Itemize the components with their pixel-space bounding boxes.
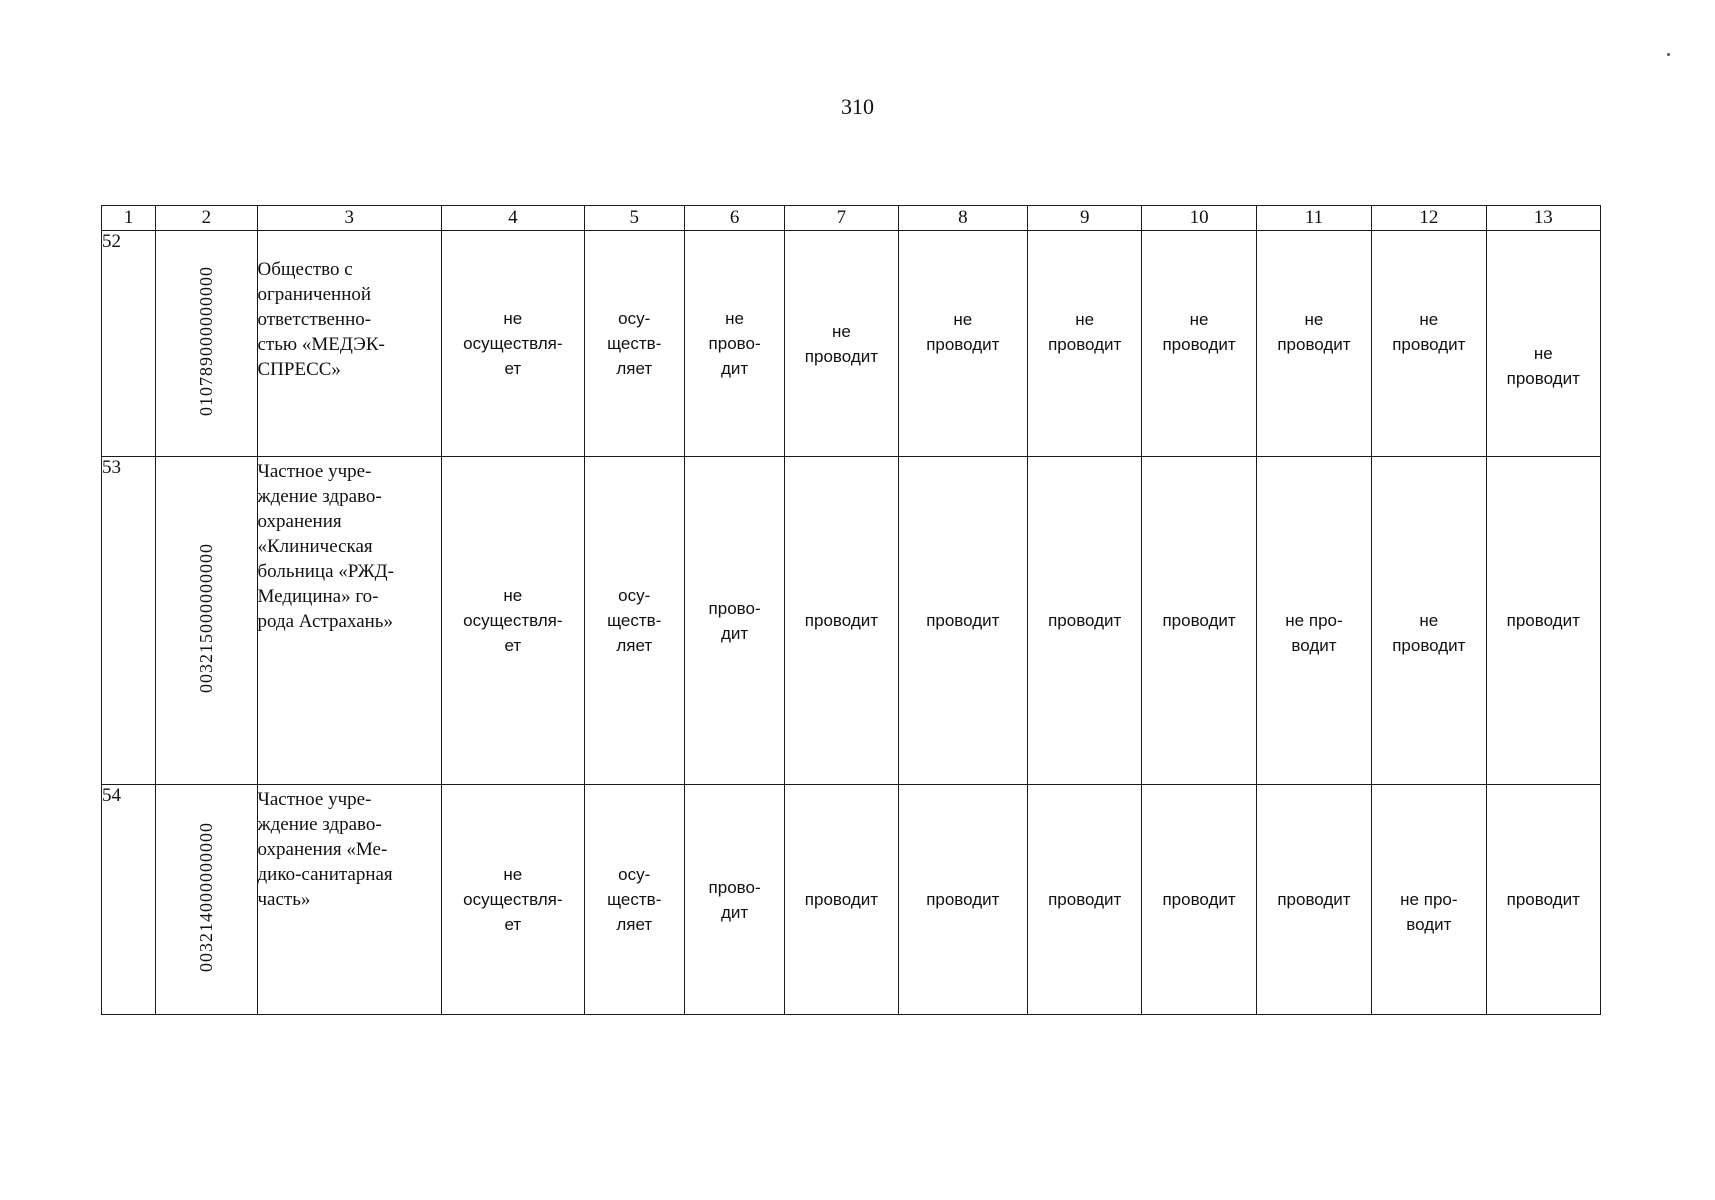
value-text: не осуществля- ет — [463, 586, 563, 655]
value-cell — [1486, 231, 1600, 457]
registry-code-cell — [156, 231, 257, 457]
value-text: проводит — [1162, 611, 1236, 630]
value-text: не проводит — [1162, 309, 1236, 354]
value-text: не осуществля- ет — [463, 865, 563, 934]
value-text: не проводит — [1277, 309, 1351, 354]
value-cell — [1256, 785, 1371, 1015]
registry-code: 003214000000000 — [195, 822, 216, 972]
value-text: проводит — [804, 611, 879, 630]
value-text: не проводит — [1392, 309, 1466, 354]
value-cell — [1372, 231, 1486, 457]
value-text: проводит — [1506, 890, 1580, 909]
column-header: 11 — [1256, 206, 1371, 231]
column-header: 12 — [1372, 206, 1486, 231]
value-cell — [684, 231, 784, 457]
value-cell — [442, 785, 584, 1015]
value-cell — [684, 457, 784, 785]
value-cell — [584, 231, 684, 457]
value-text: не проводит — [926, 309, 1000, 354]
column-header: 13 — [1486, 206, 1600, 231]
registry-code-cell — [156, 457, 257, 785]
value-text: проводит — [1162, 890, 1236, 909]
column-header: 10 — [1142, 206, 1256, 231]
value-cell — [684, 785, 784, 1015]
value-cell — [1028, 785, 1142, 1015]
value-text: не про- водит — [1285, 610, 1343, 655]
value-cell — [1486, 785, 1600, 1015]
column-header: 1 — [102, 206, 156, 231]
organization-name — [257, 457, 442, 785]
value-text: не прово- дит — [708, 309, 761, 378]
value-text: проводит — [804, 890, 879, 909]
organization-name — [257, 231, 442, 457]
value-text: проводит — [1506, 611, 1580, 630]
value-cell — [1142, 457, 1256, 785]
column-header: 5 — [584, 206, 684, 231]
column-header: 2 — [156, 206, 257, 231]
value-text: проводит — [1277, 890, 1351, 909]
registry-table — [101, 205, 1601, 1015]
registry-code-cell — [156, 785, 257, 1015]
column-header: 4 — [442, 206, 584, 231]
value-text: прово- дит — [708, 598, 761, 643]
value-cell — [898, 231, 1027, 457]
value-text: прово- дит — [708, 877, 761, 922]
scan-speck — [1667, 53, 1670, 56]
value-cell — [1256, 231, 1371, 457]
value-cell — [442, 457, 584, 785]
value-text: проводит — [926, 890, 1000, 909]
value-text: осу- ществ- ляет — [607, 865, 662, 934]
registry-code: 010789000000000 — [195, 266, 216, 416]
value-cell — [1486, 457, 1600, 785]
column-header: 3 — [257, 206, 442, 231]
value-cell — [785, 231, 898, 457]
value-cell — [1372, 457, 1486, 785]
value-cell — [1142, 231, 1256, 457]
row-number: 52 — [102, 231, 156, 457]
value-cell — [1028, 457, 1142, 785]
registry-code: 003215000000000 — [195, 543, 216, 693]
value-text: не проводит — [1506, 343, 1580, 388]
row-number: 54 — [102, 785, 156, 1015]
value-cell — [785, 785, 898, 1015]
column-header: 7 — [785, 206, 898, 231]
value-text: проводит — [1048, 890, 1122, 909]
value-cell — [898, 785, 1027, 1015]
row-number: 53 — [102, 457, 156, 785]
page-number: 310 — [841, 94, 874, 119]
value-text: не про- водит — [1400, 889, 1458, 934]
value-cell — [785, 457, 898, 785]
value-text: не проводит — [804, 321, 879, 366]
table-row — [102, 457, 1601, 785]
organization-name-text: Частное учре- ждение здраво- охранения «Ме- дико-санитарная часть» — [257, 789, 393, 910]
value-text: осу- ществ- ляет — [607, 309, 662, 378]
value-cell — [1372, 785, 1486, 1015]
value-cell — [1256, 457, 1371, 785]
column-header: 9 — [1028, 206, 1142, 231]
value-text: не проводит — [1392, 610, 1466, 655]
value-text: не осуществля- ет — [463, 309, 563, 378]
table-row — [102, 231, 1601, 457]
table-row — [102, 785, 1601, 1015]
column-header: 6 — [684, 206, 784, 231]
column-header: 8 — [898, 206, 1027, 231]
organization-name — [257, 785, 442, 1015]
value-text: проводит — [926, 611, 1000, 630]
value-cell — [1028, 231, 1142, 457]
value-text: проводит — [1048, 611, 1122, 630]
organization-name-text: Общество с ограниченной ответственно- стью «МЕДЭК- СПРЕСС» — [257, 259, 385, 380]
value-text: осу- ществ- ляет — [607, 586, 662, 655]
value-cell — [584, 785, 684, 1015]
value-text: не проводит — [1048, 309, 1122, 354]
column-number-row — [102, 206, 1601, 231]
value-cell — [898, 457, 1027, 785]
organization-name-text: Частное учре- ждение здраво- охранения «Клиническая больница «РЖД- Медицина» го- рода Астрахань» — [257, 461, 394, 632]
value-cell — [584, 457, 684, 785]
value-cell — [442, 231, 584, 457]
value-cell — [1142, 785, 1256, 1015]
